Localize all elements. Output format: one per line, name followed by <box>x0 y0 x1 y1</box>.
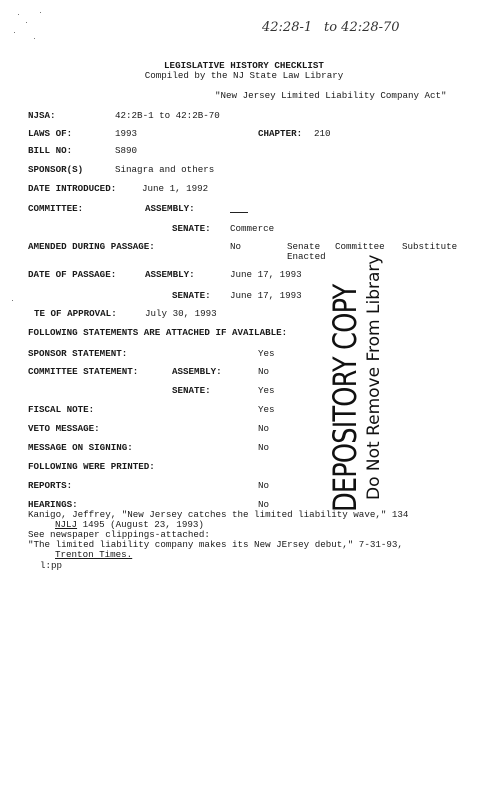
chapter-value: 210 <box>314 128 331 139</box>
committee-senate-label: SENATE: <box>172 223 211 234</box>
date-of-passage-label: DATE OF PASSAGE: <box>28 269 117 280</box>
veto-message-value: No <box>258 423 270 434</box>
laws-of-value: 1993 <box>115 128 138 139</box>
bill-no-value: S890 <box>115 145 138 156</box>
hearings-label: HEARINGS: <box>28 499 78 510</box>
scan-speck <box>34 38 35 39</box>
scan-speck <box>12 300 13 301</box>
passage-assembly-value: June 17, 1993 <box>230 269 302 280</box>
cs-senate-value: Yes <box>258 385 275 396</box>
committee-label: COMMITTEE: <box>28 203 84 214</box>
bill-no-label: BILL NO: <box>28 145 73 156</box>
approval-label: TE OF APPROVAL: <box>34 308 117 319</box>
cs-assembly-label: ASSEMBLY: <box>172 366 222 377</box>
passage-assembly-label: ASSEMBLY: <box>145 269 195 280</box>
approval-value: July 30, 1993 <box>145 308 217 319</box>
passage-senate-label: SENATE: <box>172 290 211 301</box>
cs-assembly-value: No <box>258 366 270 377</box>
note-initials: l:pp <box>40 560 63 571</box>
scan-speck <box>40 12 41 13</box>
sponsor-label: SPONSOR(S) <box>28 164 84 175</box>
note-article: "The limited liability company makes its New JErsey debut," 7-31-93, <box>28 539 403 550</box>
message-on-signing-value: No <box>258 442 270 453</box>
sponsor-statement-label: SPONSOR STATEMENT: <box>28 348 128 359</box>
njsa-value: 42:2B-1 to 42:2B-70 <box>115 110 220 121</box>
njsa-label: NJSA: <box>28 110 56 121</box>
committee-senate-value: Commerce <box>230 223 275 234</box>
committee-statement-label: COMMITTEE STATEMENT: <box>28 366 139 377</box>
date-introduced-label: DATE INTRODUCED: <box>28 183 117 194</box>
date-introduced-value: June 1, 1992 <box>142 183 209 194</box>
depository-stamp: DEPOSITORY COPY <box>326 284 364 512</box>
document-title: LEGISLATIVE HISTORY CHECKLIST <box>164 60 324 71</box>
note-citation: Kanigo, Jeffrey, "New Jersey catches the limited liability wave," 134 <box>28 509 409 520</box>
reports-value: No <box>258 480 270 491</box>
amended-value: No <box>230 241 242 252</box>
statements-heading: FOLLOWING STATEMENTS ARE ATTACHED IF AVAILABLE: <box>28 327 288 338</box>
handwritten-note-left: 42:28-1 <box>262 20 313 35</box>
reports-label: REPORTS: <box>28 480 73 491</box>
hearings-value: No <box>258 499 270 510</box>
note-source: Trenton Times. <box>55 549 133 560</box>
fiscal-note-value: Yes <box>258 404 275 415</box>
do-not-remove-stamp: Do Not Remove From Library <box>364 254 384 500</box>
handwritten-note-right: to 42:28-70 <box>324 20 400 35</box>
laws-of-label: LAWS OF: <box>28 128 73 139</box>
amended-note-committee: Committee <box>335 241 385 252</box>
printed-heading: FOLLOWING WERE PRINTED: <box>28 461 155 472</box>
act-name: "New Jersey Limited Liability Company Act" <box>215 90 447 101</box>
amended-note-enacted: Enacted <box>287 251 326 262</box>
fiscal-note-label: FISCAL NOTE: <box>28 404 95 415</box>
committee-assembly-label: ASSEMBLY: <box>145 203 195 214</box>
cs-senate-label: SENATE: <box>172 385 211 396</box>
amended-note-substitute: Substitute <box>402 241 458 252</box>
committee-assembly-blank <box>230 212 248 213</box>
note-journal: NJLJ <box>55 519 78 530</box>
amended-note-senate: Senate <box>287 241 321 252</box>
scan-speck <box>18 14 19 15</box>
passage-senate-value: June 17, 1993 <box>230 290 302 301</box>
note-clippings: See newspaper clippings-attached: <box>28 529 210 540</box>
sponsor-statement-value: Yes <box>258 348 275 359</box>
message-on-signing-label: MESSAGE ON SIGNING: <box>28 442 133 453</box>
note-journal-rest: 1495 (August 23, 1993) <box>77 519 204 530</box>
compiled-by: Compiled by the NJ State Law Library <box>144 70 344 81</box>
amended-label: AMENDED DURING PASSAGE: <box>28 241 155 252</box>
sponsor-value: Sinagra and others <box>115 164 215 175</box>
scan-speck <box>26 22 27 23</box>
scan-speck <box>14 32 15 33</box>
chapter-label: CHAPTER: <box>258 128 303 139</box>
veto-message-label: VETO MESSAGE: <box>28 423 100 434</box>
